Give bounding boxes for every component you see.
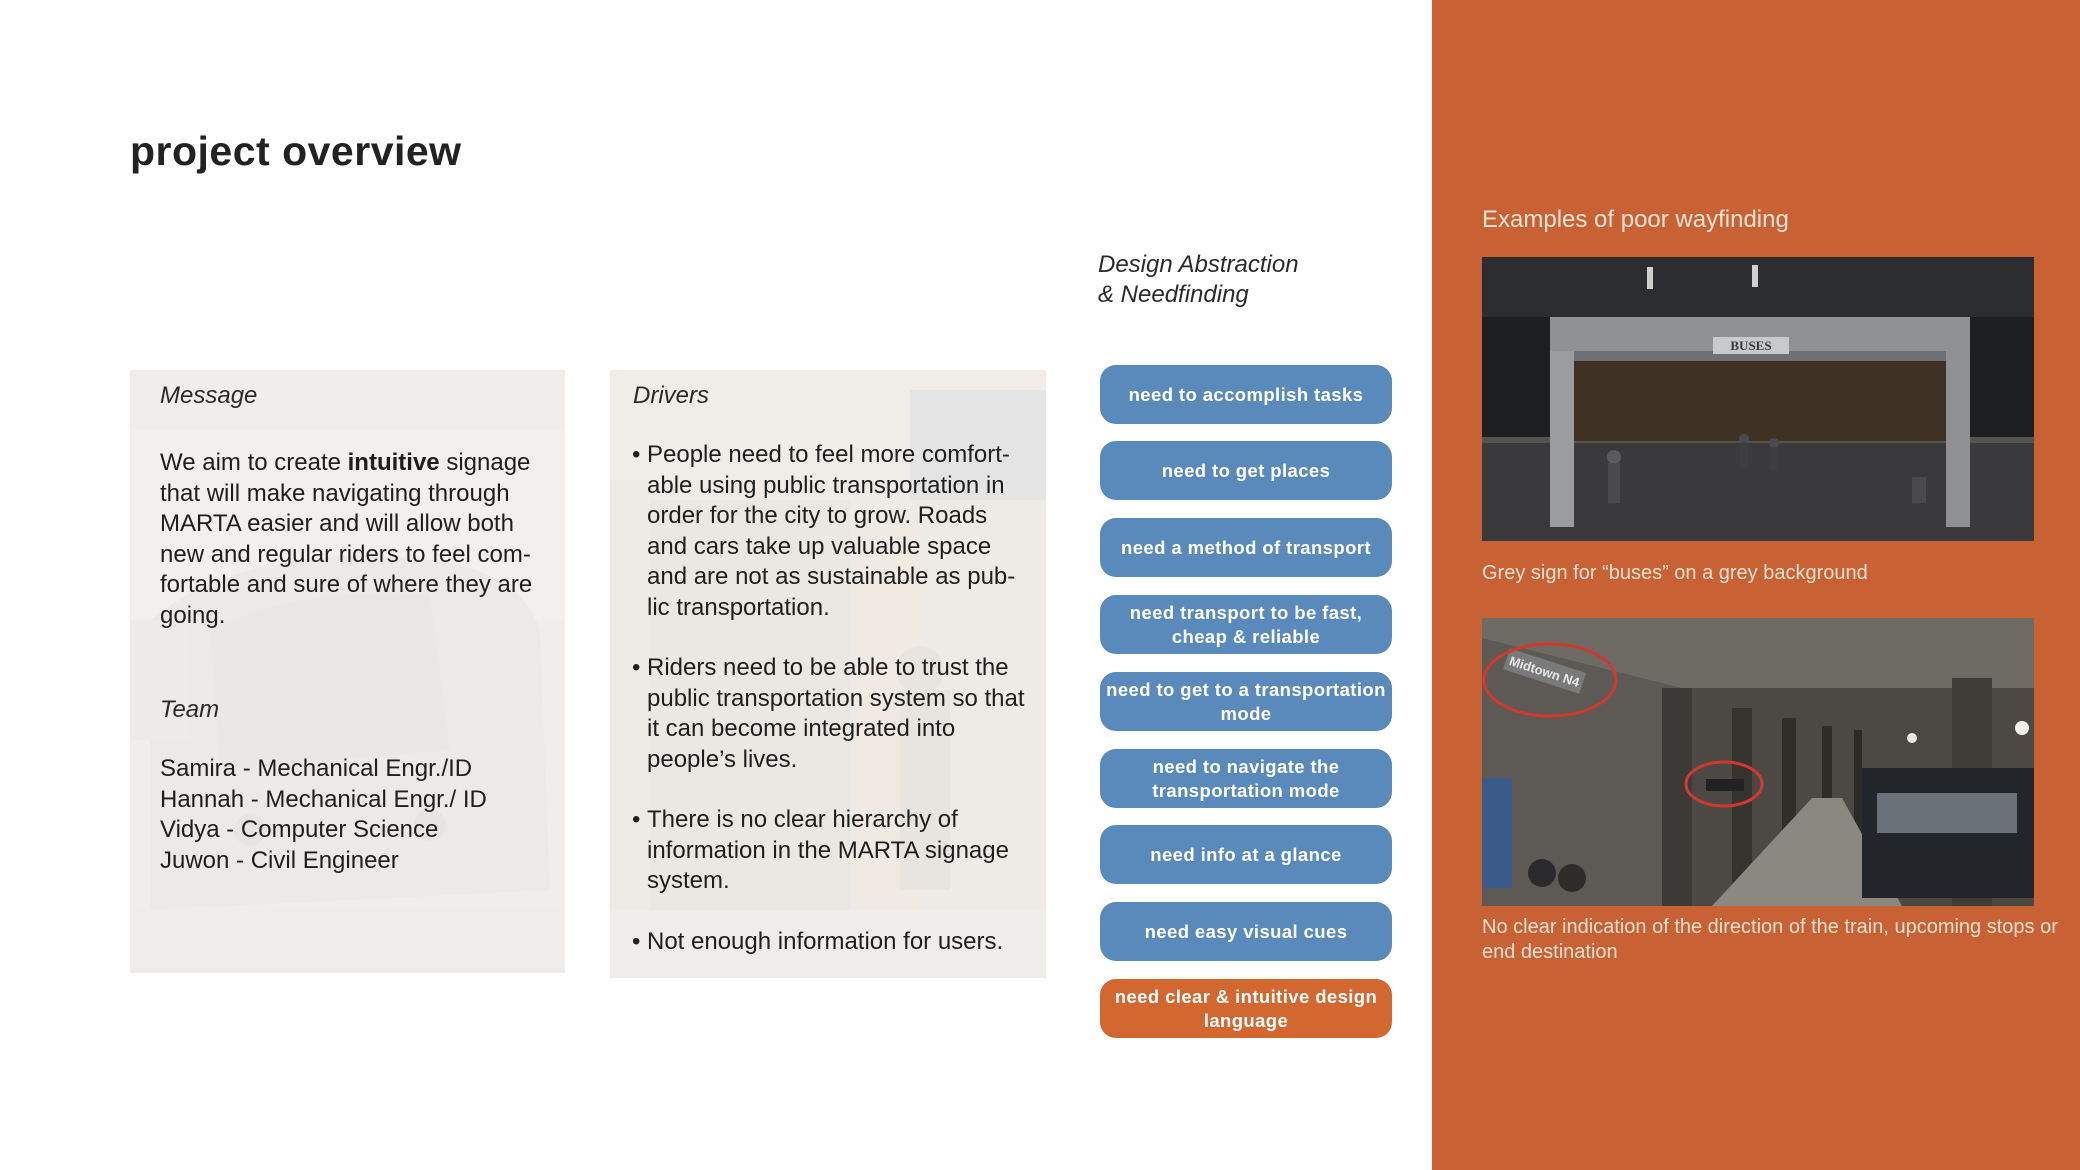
midtown-station-photo [1482, 618, 2034, 906]
need-pill-accomplish-tasks: need to accomplish tasks [1100, 365, 1392, 424]
need-pill-method-of-transport: need a method of transport [1100, 518, 1392, 577]
message-text-start: We aim to create [160, 449, 348, 476]
bus-sign-photo [1482, 257, 2034, 541]
needfinding-label-line2: & Needfinding [1098, 281, 1249, 308]
team-member: Samira - Mechanical Engr./ID [160, 755, 473, 782]
need-pill-info-at-glance: need info at a glance [1100, 825, 1392, 884]
bullet-dot: • [632, 927, 641, 955]
bullet-dot: • [632, 441, 641, 468]
message-card [130, 370, 565, 973]
station-photo-illustration [1482, 618, 2034, 906]
message-text [160, 448, 545, 631]
message-heading: Message [160, 382, 258, 409]
bus-sign-text: BUSES [1730, 338, 1772, 353]
driver-text: Not enough information for users. [647, 927, 1004, 955]
examples-panel [1432, 0, 2080, 1170]
team-member: Hannah - Mechanical Engr./ ID [160, 785, 487, 813]
bus-sign-caption: Grey sign for “buses” on a grey background [1482, 562, 1868, 584]
driver-bullet [632, 440, 1027, 623]
station-caption: No clear indication of the direction of the train, upcoming stops or end destination [1482, 916, 2058, 963]
message-text-bold: intuitive [347, 449, 440, 476]
need-pill-get-places: need to get places [1100, 441, 1392, 500]
team-heading: Team [160, 696, 220, 723]
driver-text: People need to feel more comfort-able using public transportation in order for the city to grow. Roads and cars take up valuable space and are not as sustainable as pub-lic transportation. [647, 441, 1016, 621]
needfinding-label [1098, 250, 1299, 310]
needfinding-label-line1: Design Abstraction [1098, 251, 1299, 278]
need-pill-design-language: need clear & intuitive design language [1100, 979, 1392, 1038]
bullet-dot: • [632, 654, 641, 681]
message-text-end: signage that will make navigating through MARTA easier and will allow both new and regular riders to feel com-fortable and sure of where they are going. [160, 449, 533, 629]
need-pill-visual-cues: need easy visual cues [1100, 902, 1392, 961]
team-member: Juwon - Civil Engineer [160, 846, 399, 874]
drivers-heading: Drivers [633, 382, 709, 409]
page-title: project overview [130, 128, 462, 174]
need-pill-fast-cheap-reliable: need transport to be fast, cheap & reliable [1100, 595, 1392, 654]
need-pill-navigate-transport: need to navigate the transportation mode [1100, 749, 1392, 808]
driver-text: Riders need to be able to trust the public transportation system so that it can become integrated into people’s lives. [647, 654, 1025, 773]
team-member: Vidya - Computer Science [160, 816, 439, 843]
driver-bullet [632, 927, 1027, 958]
midtown-sign-text: Midtown N4 [1507, 653, 1582, 690]
examples-heading: Examples of poor wayfinding [1482, 206, 1789, 233]
drivers-card-content [610, 370, 1046, 978]
message-card-content [130, 370, 565, 973]
driver-text: There is no clear hierarchy of information in the MARTA signage system. [647, 806, 1009, 894]
bullet-dot: • [632, 806, 641, 833]
need-pill-get-to-transport: need to get to a transportation mode [1100, 672, 1392, 731]
drivers-card [610, 370, 1046, 978]
bus-sign-photo-illustration [1482, 257, 2034, 541]
driver-bullet [632, 805, 1027, 897]
drivers-list [632, 440, 1027, 957]
driver-bullet [632, 653, 1027, 775]
team-list [160, 754, 545, 876]
